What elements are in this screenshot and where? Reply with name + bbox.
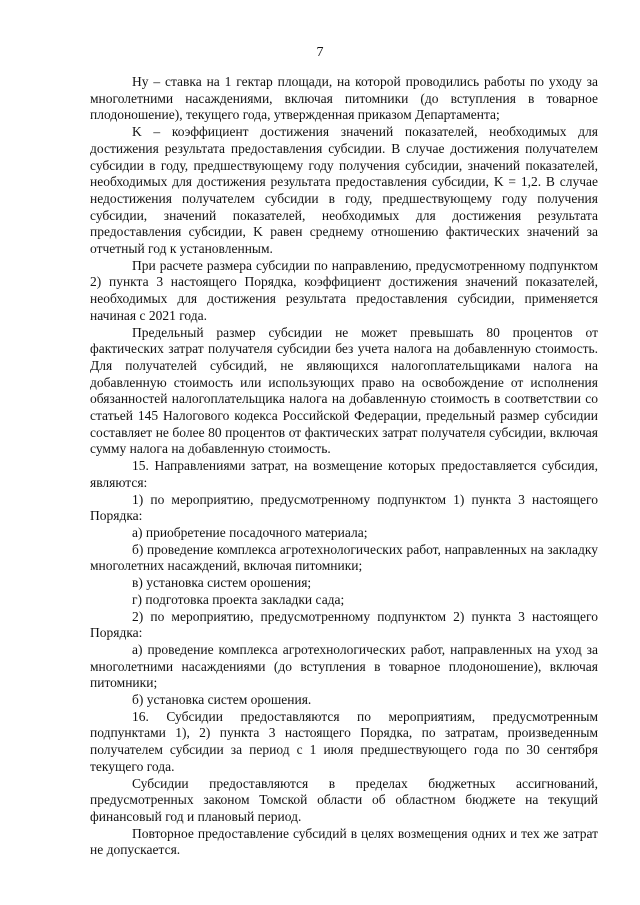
list-item-2: 2) по мероприятию, предусмотренному подпунктом 2) пункта 3 настоящего Порядка: <box>90 608 598 641</box>
paragraph-repeat: Повторное предоставление субсидий в целях возмещения одних и тех же затрат не допускается. <box>90 825 598 858</box>
paragraph-max-subsidy: Предельный размер субсидии не может превышать 80 процентов от фактических затрат получателя субсидии без учета налога на добавленную стоимость. Для получателей субсидий, не являющихся налогоплательщиками налога на добавленную стоимость или использующих право на освобождение от исполнения обязанностей налогоплательщика налога на добавленную стоимость в соответствии со статьей 145 Налогового кодекса Российской Федерации, предельный размер субсидии составляет не более 80 процентов от фактических затрат получателя субсидии, включая сумму налога на добавленную стоимость. <box>90 324 598 457</box>
page-number: 7 <box>316 45 324 60</box>
paragraph-hu-rate: Hу – ставка на 1 гектар площади, на которой проводились работы по уходу за многолетними насаждениями, включая питомники (до вступления в товарное плодоношение), текущего года, утвержденная приказом Департамента; <box>90 74 598 123</box>
paragraph-16-subsidies: 16. Субсидии предоставляются по мероприятиям, предусмотренным подпунктами 1), 2) пункта 3 настоящего Порядка, по затратам, произведенным получателем субсидии за период с 1 июля предшествующего года по 30 сентября текущего года. <box>90 708 598 774</box>
paragraph-15-directions: 15. Направлениями затрат, на возмещение которых предоставляется субсидия, являются: <box>90 458 598 490</box>
paragraph-calculation: При расчете размера субсидии по направлению, предусмотренному подпунктом 2) пункта 3 настоящего Порядка, коэффициент достижения значений показателей, необходимых для достижения результата предоставления субсидии, применяется начиная с 2021 года. <box>90 257 598 323</box>
list-item-2a: а) проведение комплекса агротехнологических работ, направленных на уход за многолетними насаждениями (до вступления в товарное плодоношение), включая питомники; <box>90 641 598 691</box>
list-item-1a: а) приобретение посадочного материала; <box>132 524 368 540</box>
list-item-1c: в) установка систем орошения; <box>132 575 312 591</box>
list-item-1d: г) подготовка проекта закладки сада; <box>132 591 345 607</box>
list-item-1b: б) проведение комплекса агротехнологических работ, направленных на закладку многолетних насаждений, включая питомники; <box>90 541 598 574</box>
paragraph-budget: Субсидии предоставляются в пределах бюджетных ассигнований, предусмотренных законом Томской области об областном бюджете на текущий финансовый год и плановый период. <box>90 775 598 824</box>
list-item-1: 1) по мероприятию, предусмотренному подпунктом 1) пункта 3 настоящего Порядка: <box>90 491 598 524</box>
document-body <box>90 74 598 859</box>
paragraph-k-coefficient: K – коэффициент достижения значений показателей, необходимых для достижения результата предоставления субсидии. В случае достижения получателем субсидии в году, предшествующему году получения субсидии, значений показателей, необходимых для достижения результата предоставления субсидии, K = 1,2. В случае недостижения получателем субсидии в году, предшествующему году получения субсидии, значений показателей, необходимых для достижения результата предоставления субсидии, K равен среднему отношению фактических значений за отчетный год к установленным. <box>90 124 598 257</box>
list-item-2b: б) установка систем орошения. <box>132 692 312 708</box>
